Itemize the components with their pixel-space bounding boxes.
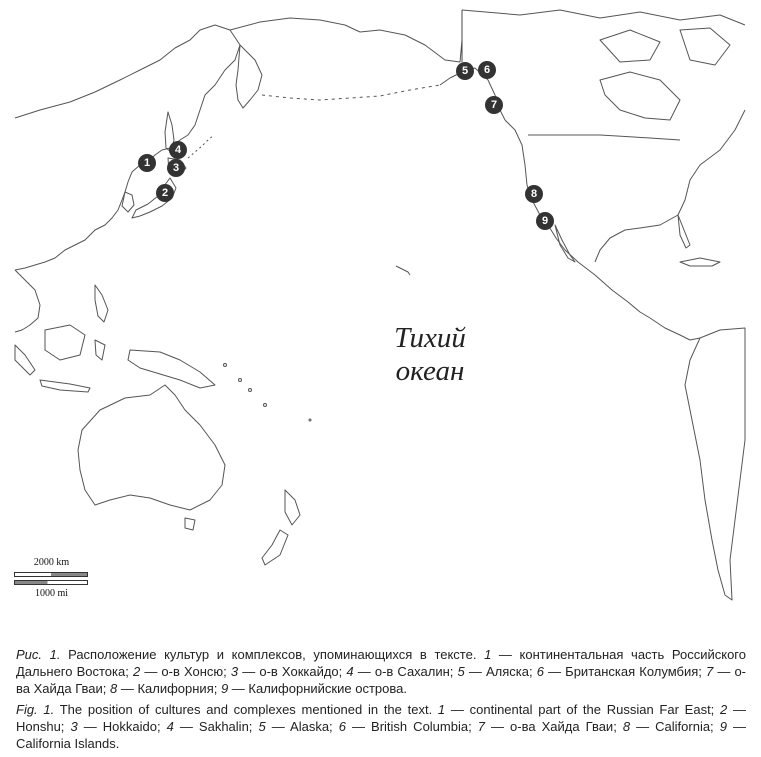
kurils <box>188 135 214 158</box>
caption-russian <box>16 646 746 697</box>
caption-item-text: — Калифорнийские острова. <box>228 681 407 696</box>
sumatra <box>15 345 35 375</box>
marker-4: 4 <box>169 141 187 159</box>
aleutians <box>262 85 440 100</box>
philippines <box>95 285 108 322</box>
australia <box>78 385 225 510</box>
sulawesi <box>95 340 105 360</box>
marker-7: 7 <box>485 96 503 114</box>
caption-item-text: — континентальная часть Российского Дальнего Востока; <box>16 647 746 679</box>
caption-item-text: — California Islands. <box>16 719 746 751</box>
borneo <box>45 325 85 360</box>
na-east <box>595 110 745 262</box>
caption-item-text: — Hokkaido; <box>77 719 167 734</box>
caption-en-text: The position of cultures and complexes mentioned in the text. <box>54 702 438 717</box>
island <box>239 379 242 382</box>
java <box>40 380 90 392</box>
caption-item-text: — Калифорния; <box>117 681 221 696</box>
caption-item-number: 7 <box>477 719 485 734</box>
tasmania <box>185 518 195 530</box>
new-zealand-south <box>262 530 288 565</box>
ocean-label-line1: Тихий <box>394 322 466 354</box>
caption-ru-text: Расположение культур и комплексов, упоминающихся в тексте. <box>60 647 485 662</box>
caption-item-number: 1 <box>437 702 446 717</box>
scale-bar <box>14 556 89 601</box>
marker-8: 8 <box>525 185 543 203</box>
caption-item-text: — Sakhalin; <box>173 719 259 734</box>
marker-5: 5 <box>456 62 474 80</box>
marker-6: 6 <box>478 61 496 79</box>
caption-item-number: 3 <box>70 719 78 734</box>
scale-km-bar <box>14 572 88 577</box>
scale-mi-bar <box>14 580 88 585</box>
caption-item-text: — о-в Хоккайдо; <box>238 664 347 679</box>
hudson <box>600 72 680 120</box>
na-islands <box>600 30 660 62</box>
kamchatka <box>236 45 262 108</box>
na-west-coast <box>505 120 650 318</box>
new-zealand <box>285 490 300 525</box>
central-america <box>650 318 700 340</box>
south-america <box>685 328 745 600</box>
marker-9: 9 <box>536 212 554 230</box>
scale-mi-label: 1000 mi <box>34 588 69 599</box>
caption-item-number: 2 <box>132 664 141 679</box>
caption-item-number: 1 <box>484 647 492 662</box>
caption-item-text: — Аляска; <box>464 664 537 679</box>
caption-en-prefix: Fig. 1. <box>16 702 55 717</box>
caption-item-text: — Alaska; <box>265 719 339 734</box>
caption-item-number: 3 <box>230 664 239 679</box>
caption-item-number: 6 <box>338 719 346 734</box>
se-asia <box>15 270 40 332</box>
asia-coast <box>15 25 240 270</box>
na-islands-2 <box>680 28 730 65</box>
caption-item-number: 8 <box>622 719 631 734</box>
caption-item-number: 2 <box>720 702 728 717</box>
marker-2: 2 <box>156 184 174 202</box>
caption-item-text: — California; <box>630 719 720 734</box>
caption-item-text: — о-в Сахалин; <box>353 664 458 679</box>
caption-item-text: — Honshu; <box>16 702 746 734</box>
caption-item-number: 9 <box>220 681 229 696</box>
caption-item-number: 8 <box>109 681 118 696</box>
alaska <box>360 10 462 62</box>
caption-english <box>16 701 746 752</box>
marker-1: 1 <box>138 154 156 172</box>
scale-km-label: 2000 km <box>33 557 70 568</box>
caption-item-number: 7 <box>705 664 714 679</box>
caption-item-text: — Британская Колумбия; <box>543 664 706 679</box>
new-guinea <box>128 350 215 388</box>
caption-item-text: — continental part of the Russian Far East; <box>445 702 721 717</box>
hawaii <box>396 266 410 275</box>
us-canada-border <box>528 135 680 140</box>
marker-3: 3 <box>167 159 185 177</box>
na-north <box>462 10 745 25</box>
island <box>249 389 252 392</box>
caption-item-number: 5 <box>258 719 266 734</box>
caption-item-text: — о-в Хонсю; <box>140 664 231 679</box>
caption-item-text: — о-ва Хайда Гваи; <box>484 719 623 734</box>
caption-item-number: 4 <box>346 664 354 679</box>
caption-item-text: — о-ва Хайда Гваи; <box>16 664 746 696</box>
cuba <box>680 258 720 266</box>
caption-item-number: 6 <box>536 664 544 679</box>
caption-ru-prefix: Рис. 1. <box>16 647 61 662</box>
caption-item-text: — British Columbia; <box>345 719 478 734</box>
chukotka <box>230 18 360 32</box>
florida <box>678 215 690 248</box>
caption-item-number: 5 <box>457 664 465 679</box>
ocean-label <box>365 322 495 388</box>
island <box>309 419 311 421</box>
caption-item-number: 4 <box>166 719 174 734</box>
caption-item-number: 9 <box>719 719 727 734</box>
ocean-label-line2: океан <box>395 355 465 387</box>
island <box>264 404 267 407</box>
island <box>224 364 227 367</box>
